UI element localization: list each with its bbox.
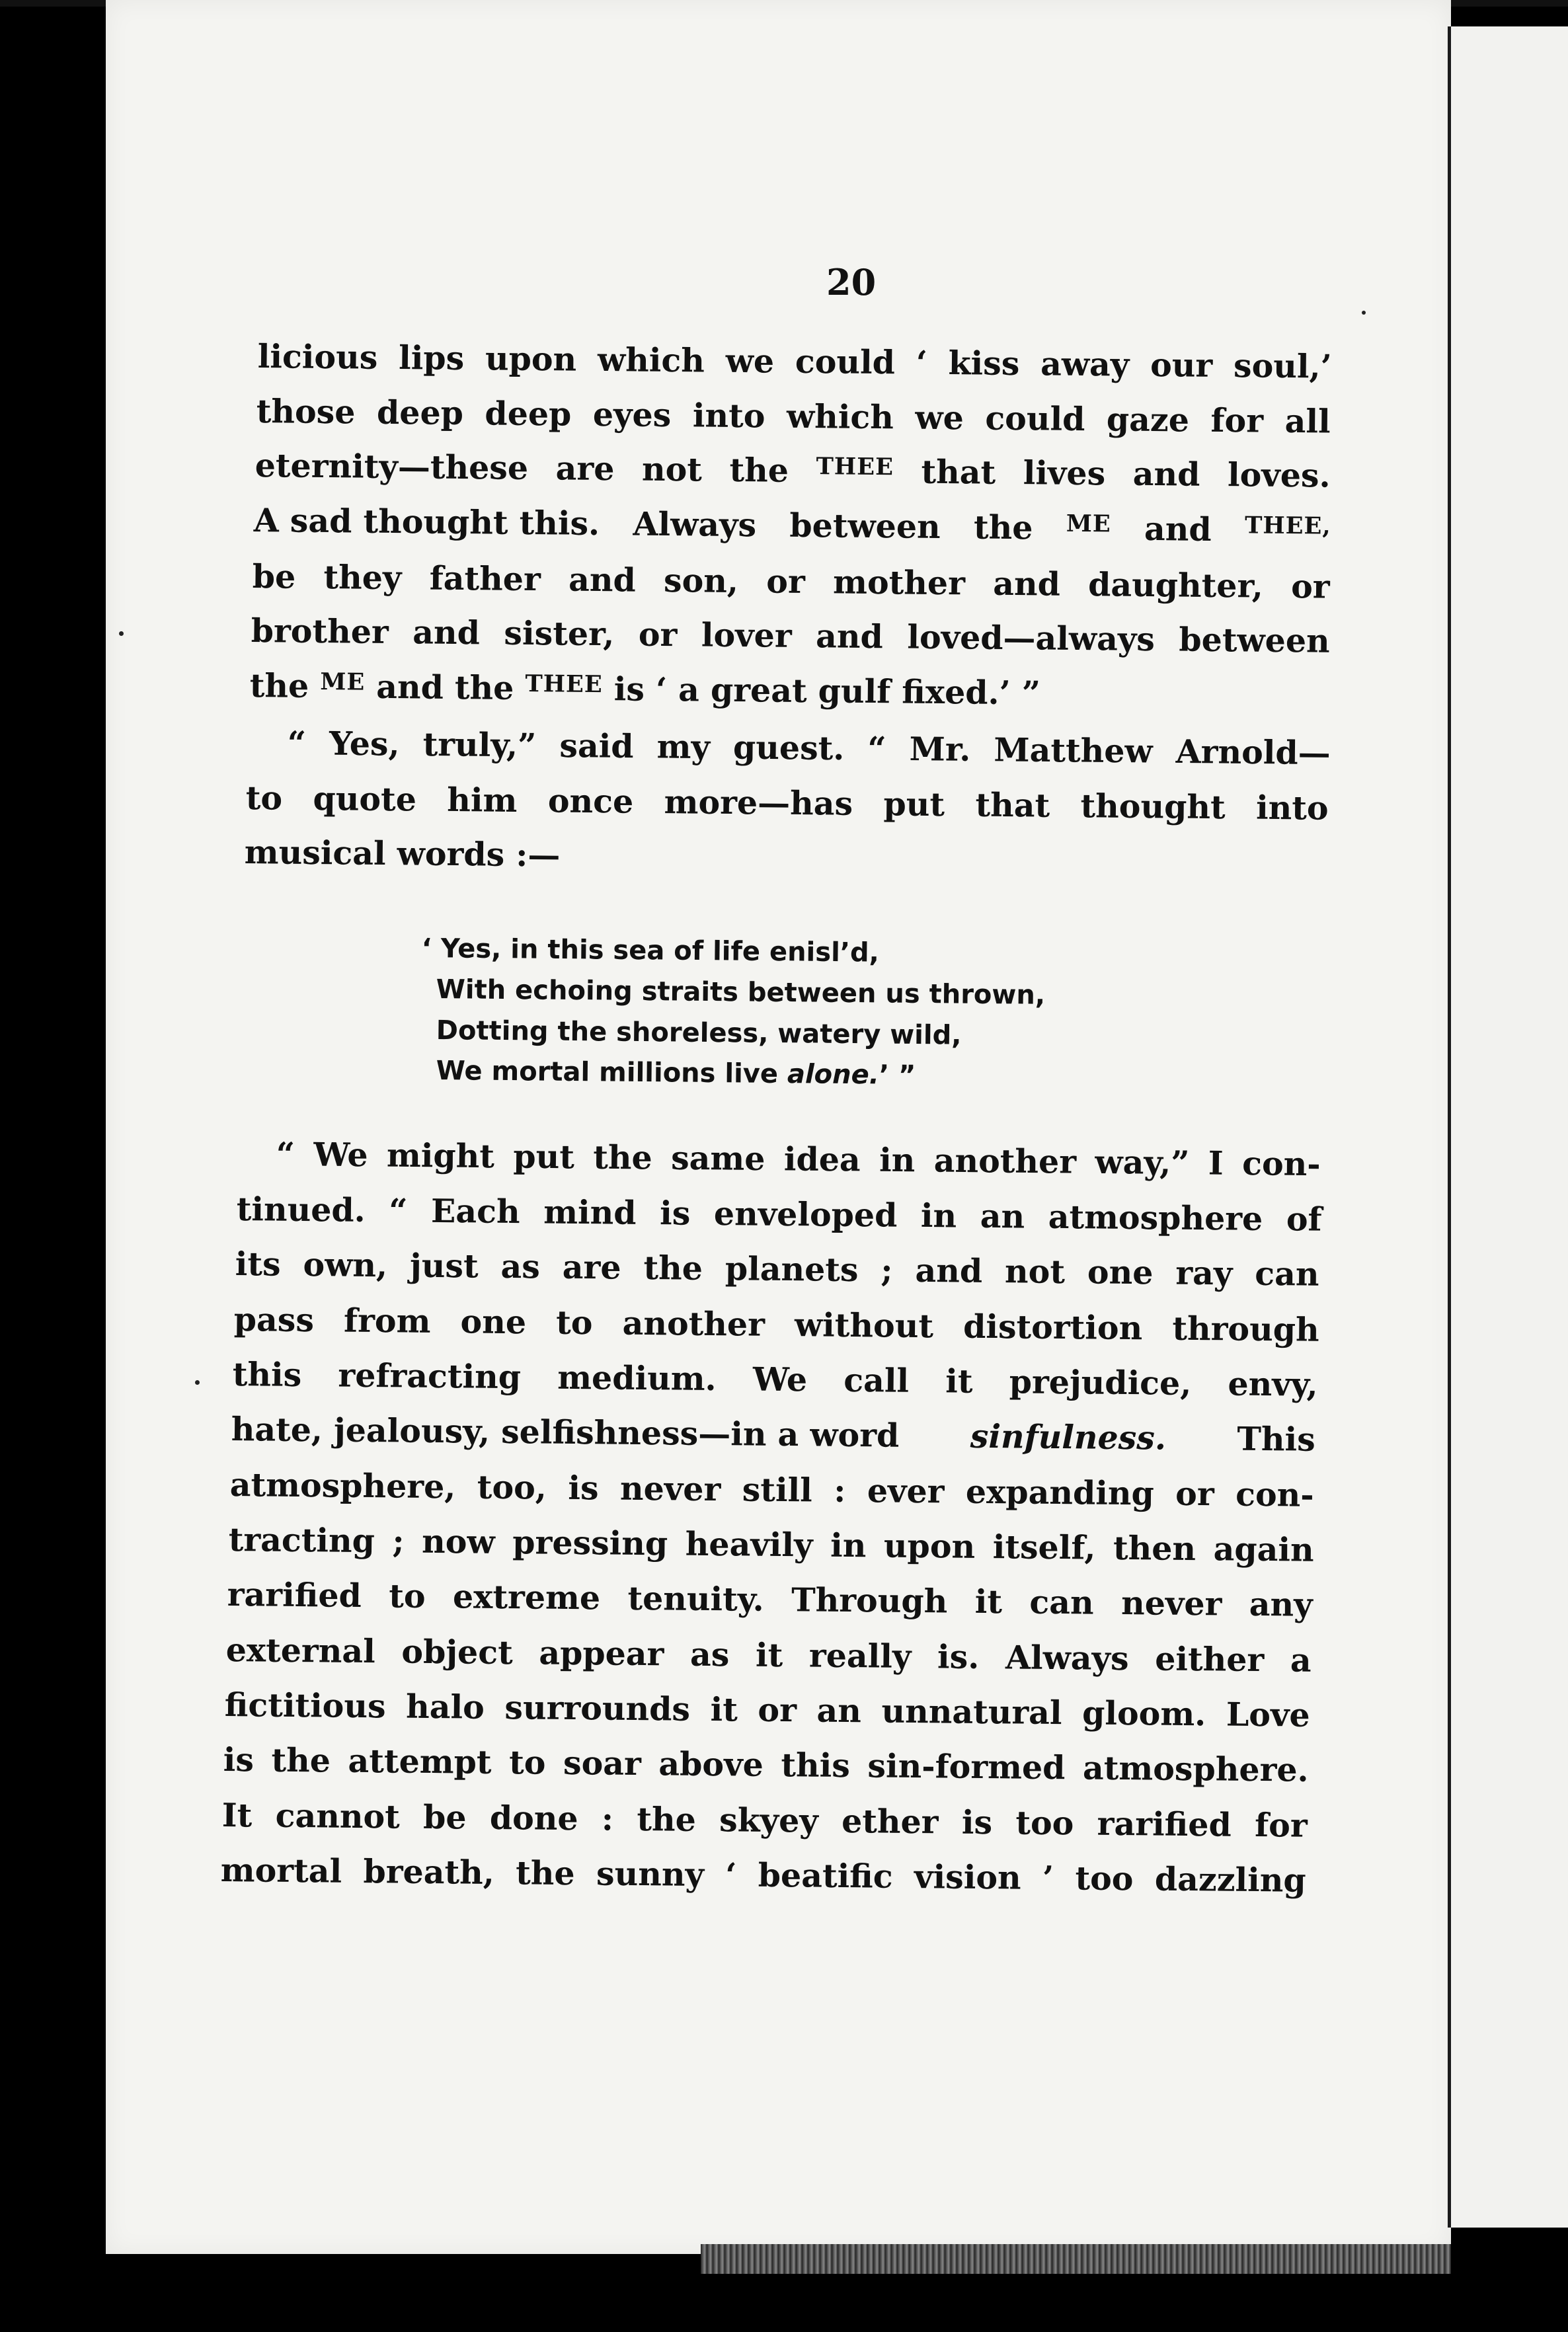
p3-line-12: is the attempt to soar above this sin-formed atmosphere.: [223, 1740, 1309, 1789]
page-text: [106, 0, 1451, 2254]
p3-line-6: [231, 1410, 1315, 1459]
adjacent-page-edge: [1448, 26, 1568, 2228]
scan-speck: [1362, 311, 1366, 315]
p1-line-7: the ME and the THEE is ‘ a great gulf fixed.’ ”: [249, 666, 1041, 713]
p2-line-1: “ Yes, truly,” said my guest. “ Mr. Matthew Arnold—: [287, 724, 1331, 773]
scan-speck: [119, 631, 124, 636]
p3-line-10: external object appear as it really is. Always either a: [225, 1631, 1312, 1680]
poem-line-4-text: We mortal millions live: [436, 1056, 779, 1089]
p3-line-8: tracting ; now pressing heavily in upon itself, then again: [228, 1520, 1314, 1569]
scan-bottom-band: [701, 2244, 1451, 2274]
poem-line-3: Dotting the shoreless, watery wild,: [436, 1015, 962, 1051]
book-page: [106, 0, 1451, 2254]
p3-line-14: mortal breath, the sunny ‘ beatific vision ’ too dazzling: [220, 1851, 1306, 1900]
p1-line-3: eternity—these are not the THEE that lives and loves.: [255, 446, 1331, 495]
page-number: 20: [826, 261, 877, 303]
p1-line-5: be they father and son, or mother and daughter, or: [252, 557, 1330, 606]
p2-line-2: to quote him once more—has put that thought into: [245, 779, 1329, 828]
poem-line-4: [436, 1058, 916, 1089]
p3-line-7: atmosphere, too, is never still : ever expanding or con-: [229, 1465, 1314, 1514]
p1-line-6: brother and sister, or lover and loved—always between: [251, 611, 1330, 660]
p1-line-4: A sad thought this. Always between the ME and THEE,: [253, 501, 1331, 549]
p3-line-3: its own, just as are the planets ; and not one ray can: [235, 1245, 1319, 1294]
p1-line-1: licious lips upon which we could ‘ kiss away our soul,’: [257, 337, 1332, 386]
p3-line-1: “ We might put the same idea in another way,” I con-: [276, 1135, 1321, 1184]
poem-line-2: With echoing straits between us thrown,: [436, 974, 1046, 1011]
poem-line-1: ‘ Yes, in this sea of life enisl’d,: [421, 933, 880, 968]
p3-line-6-end: This: [1237, 1419, 1315, 1459]
poem-close-quote: ’ ”: [879, 1060, 916, 1091]
p3-line-5: this refracting medium. We call it prejudice, envy,: [232, 1355, 1318, 1404]
p1-line-2: those deep deep eyes into which we could gaze for all: [256, 392, 1331, 441]
scan-speck: [195, 1380, 200, 1385]
poem-italic-word: alone.: [787, 1059, 880, 1091]
p3-line-9: rarified to extreme tenuity. Through it can never any: [227, 1575, 1313, 1624]
p3-line-11: fictitious halo surrounds it or an unnatural gloom. Love: [224, 1686, 1310, 1734]
p3-line-6-text: hate, jealousy, selfishness—in a word: [231, 1410, 900, 1455]
p3-line-4: pass from one to another without distortion through: [233, 1300, 1319, 1349]
p3-line-13: It cannot be done : the skyey ether is too rarified for: [221, 1796, 1308, 1845]
p3-line-2: tinued. “ Each mind is enveloped in an atmosphere of: [236, 1190, 1322, 1239]
p2-line-3: musical words :—: [244, 833, 561, 874]
p3-italic-word: sinfulness.: [970, 1417, 1167, 1458]
